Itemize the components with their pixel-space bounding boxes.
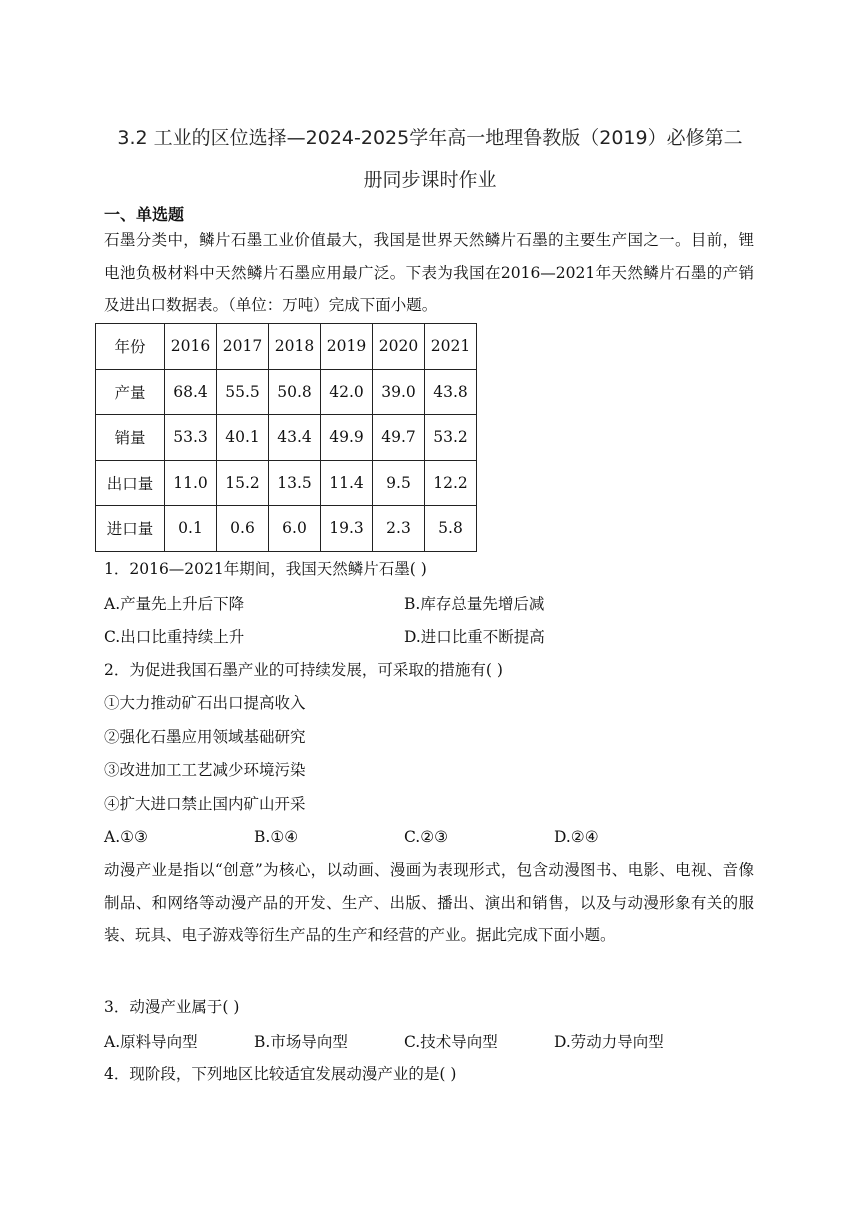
table-cell: 55.5 (217, 369, 269, 415)
question-3-option-b[interactable]: B.市场导向型 (254, 1033, 348, 1051)
question-1-stem: 1．2016—2021年期间，我国天然鳞片石墨( ) (104, 560, 427, 578)
document-title-line-2: 册同步课时作业 (363, 169, 497, 191)
table-cell: 53.2 (425, 415, 477, 461)
table-cell: 12.2 (425, 460, 477, 506)
table-cell: 68.4 (165, 369, 217, 415)
intro-paragraph-animation: 动漫产业是指以“创意”为核心，以动画、漫画为表现形式，包含动漫图书、电影、电视、音像制品、和网络等动漫产品的开发、生产、出版、播出、演出和销售，以及与动漫形象有关的服装、玩具、电子游戏等衍生产品的生产和经营的产业。据此完成下面小题。 (104, 861, 754, 944)
table-row-label: 出口量 (96, 460, 165, 506)
graphite-data-table (95, 323, 477, 552)
table-cell: 42.0 (321, 369, 373, 415)
table-header-cell: 2018 (269, 324, 321, 370)
question-3-option-a[interactable]: A.原料导向型 (104, 1033, 198, 1051)
table-row-label: 产量 (96, 369, 165, 415)
table-row-label: 进口量 (96, 506, 165, 552)
question-3-option-d[interactable]: D.劳动力导向型 (554, 1033, 664, 1051)
table-row (96, 415, 477, 461)
question-2-option-c[interactable]: C.②③ (404, 828, 449, 846)
table-cell: 0.1 (165, 506, 217, 552)
table-cell: 39.0 (373, 369, 425, 415)
question-2-statement-4: ④扩大进口禁止国内矿山开采 (104, 795, 306, 813)
table-cell: 43.4 (269, 415, 321, 461)
table-cell: 49.9 (321, 415, 373, 461)
table-header-cell: 2017 (217, 324, 269, 370)
table-cell: 11.4 (321, 460, 373, 506)
question-2-option-a[interactable]: A.①③ (104, 828, 148, 846)
table-header-cell: 2021 (425, 324, 477, 370)
table-cell: 2.3 (373, 506, 425, 552)
table-row (96, 369, 477, 415)
question-1-option-a[interactable]: A.产量先上升后下降 (104, 595, 245, 613)
question-1-option-c[interactable]: C.出口比重持续上升 (104, 628, 245, 646)
table-cell: 19.3 (321, 506, 373, 552)
table-header-cell: 年份 (96, 324, 165, 370)
question-3-stem: 3．动漫产业属于( ) (104, 998, 240, 1016)
table-row (96, 460, 477, 506)
table-cell: 5.8 (425, 506, 477, 552)
document-title-line-1: 3.2 工业的区位选择—2024-2025学年高一地理鲁教版（2019）必修第二 (117, 127, 743, 149)
table-cell: 49.7 (373, 415, 425, 461)
table-cell: 40.1 (217, 415, 269, 461)
table-cell: 11.0 (165, 460, 217, 506)
table-cell: 43.8 (425, 369, 477, 415)
table-header-cell: 2016 (165, 324, 217, 370)
question-4-stem: 4．现阶段，下列地区比较适宜发展动漫产业的是( ) (104, 1065, 457, 1083)
question-2-statement-2: ②强化石墨应用领域基础研究 (104, 728, 306, 746)
table-cell: 50.8 (269, 369, 321, 415)
question-2-option-b[interactable]: B.①④ (254, 828, 299, 846)
table-cell: 6.0 (269, 506, 321, 552)
table-cell: 9.5 (373, 460, 425, 506)
question-2-option-d[interactable]: D.②④ (554, 828, 599, 846)
table-row-label: 销量 (96, 415, 165, 461)
table-cell: 53.3 (165, 415, 217, 461)
question-2-statement-3: ③改进加工工艺减少环境污染 (104, 761, 306, 779)
table-header-cell: 2019 (321, 324, 373, 370)
table-cell: 13.5 (269, 460, 321, 506)
question-2-stem: 2．为促进我国石墨产业的可持续发展，可采取的措施有( ) (104, 661, 503, 679)
question-3-option-c[interactable]: C.技术导向型 (404, 1033, 498, 1051)
table-header-row (96, 324, 477, 370)
table-cell: 15.2 (217, 460, 269, 506)
table-cell: 0.6 (217, 506, 269, 552)
table-row (96, 506, 477, 552)
table-header-cell: 2020 (373, 324, 425, 370)
section-heading: 一、单选题 (104, 205, 185, 224)
intro-paragraph-graphite: 石墨分类中，鳞片石墨工业价值最大，我国是世界天然鳞片石墨的主要生产国之一。目前，锂电池负极材料中天然鳞片石墨应用最广泛。下表为我国在2016—2021年天然鳞片石墨的产销及进出口数据表。（单位：万吨）完成下面小题。 (104, 231, 754, 314)
question-2-statement-1: ①大力推动矿石出口提高收入 (104, 694, 306, 712)
question-1-option-d[interactable]: D.进口比重不断提高 (404, 628, 545, 646)
question-1-option-b[interactable]: B.库存总量先增后减 (404, 595, 545, 613)
